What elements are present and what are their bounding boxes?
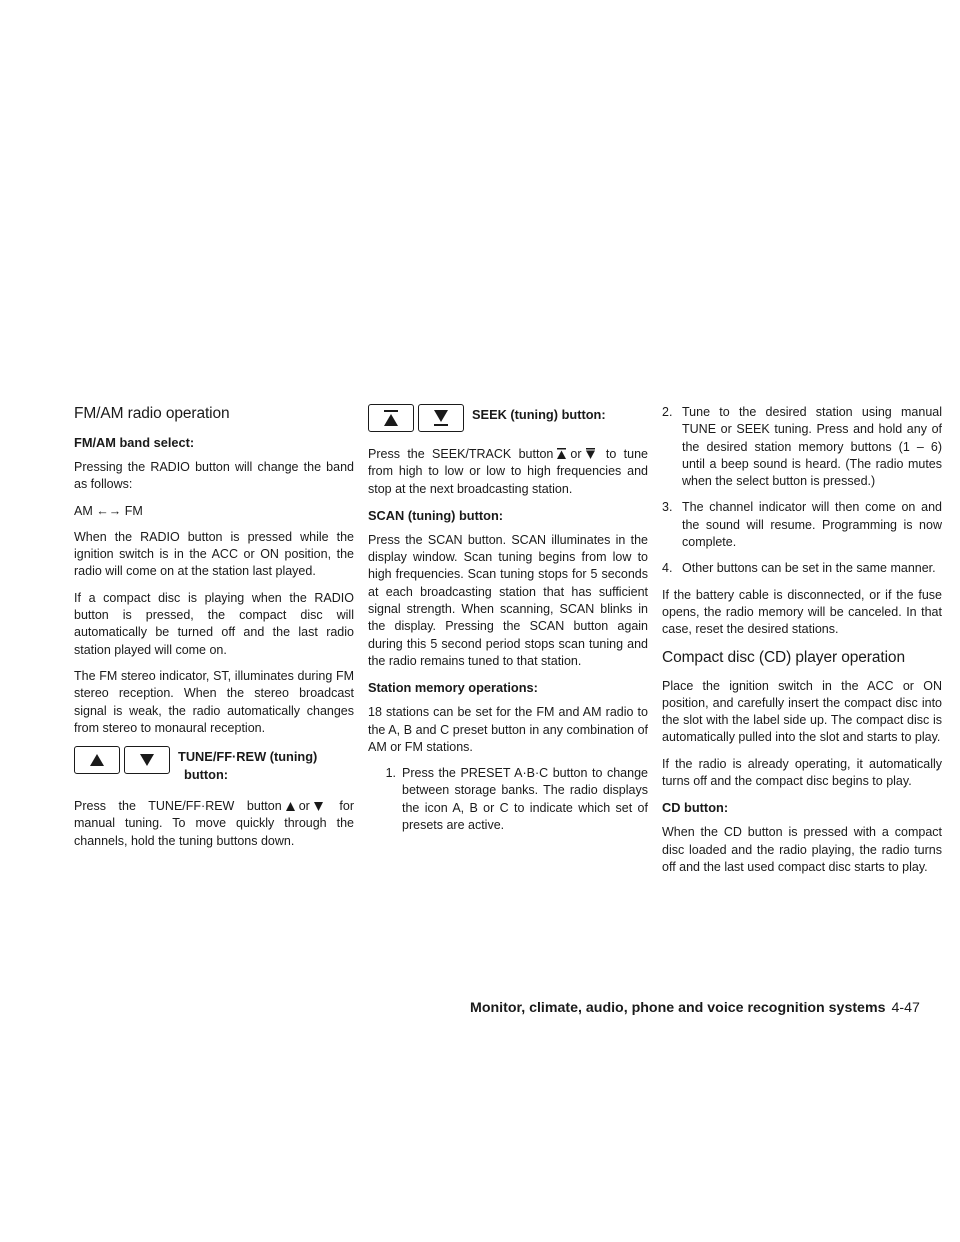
step-text: The channel indicator will then come on and the sound will resume. Programming is now complete.	[682, 500, 942, 550]
memory-heading: Station memory operations:	[368, 680, 538, 696]
seek-down-icon	[586, 448, 595, 459]
cd-button-text: When the CD button is pressed with a compact disc loaded and the radio playing, the radio turns off and the last used compact disc starts to play.	[662, 825, 942, 874]
tune-button-text	[74, 798, 354, 850]
stereo-indicator-text: The FM stereo indicator, ST, illuminates during FM stereo reception. When the stereo broadcast signal is weak, the radio automatically changes from stereo to monaural reception.	[74, 668, 354, 735]
memory-step-3	[662, 499, 942, 551]
step-text: Press the PRESET A·B·C button to change between storage banks. The radio displays the icon A, B or C to indicate which set of presets are active.	[402, 766, 648, 833]
seek-keys	[368, 404, 464, 432]
tune-or: or	[298, 799, 310, 814]
scan-text: Press the SCAN button. SCAN illuminates in the display window. Scan tuning begins from low to high frequencies. Scan tuning stops for 5 seconds at each broadcasting station that has sufficient signal strength. When scanning, SCAN blinks in the display. Pressing the SCAN button again during this 5 second period stops scan tuning and the radio remains tuned to that station.	[368, 532, 648, 668]
band-select-heading: FM/AM band select:	[74, 435, 195, 450]
memory-text: 18 stations can be set for the FM and AM radio to the A, B and C preset button in any combination of AM or FM stations.	[368, 705, 648, 754]
step-number: 4.	[662, 561, 673, 576]
page-number: 4-47	[891, 1000, 920, 1016]
tune-label-line2: button:	[184, 767, 229, 783]
seek-or: or	[570, 447, 582, 461]
triangle-down-icon	[314, 802, 323, 811]
tune-up-key	[74, 746, 120, 774]
column-1	[74, 404, 354, 859]
seek-button-label: SEEK (tuning) button:	[472, 407, 606, 422]
scan-heading: SCAN (tuning) button:	[368, 507, 504, 523]
seek-down-key	[418, 404, 464, 432]
am-fm-sequence: AM ←→ FM	[74, 503, 143, 518]
memory-step-1	[368, 765, 648, 834]
memory-step-2	[662, 404, 942, 490]
step-number: 2.	[662, 405, 673, 419]
tune-keys	[74, 746, 170, 774]
seek-up-icon	[383, 409, 399, 427]
battery-text: If the battery cable is disconnected, or if the fuse opens, the radio memory will be canceled. In that case, reset the desired stations.	[662, 587, 942, 637]
page-footer	[470, 1000, 920, 1016]
section-heading-fm-am: FM/AM radio operation	[74, 405, 230, 422]
memory-step-4	[662, 560, 942, 577]
seek-up-key	[368, 404, 414, 432]
tune-text-a: Press the TUNE/FF·REW button	[74, 799, 282, 814]
step-number: 3.	[662, 500, 673, 515]
tune-button-label	[178, 746, 317, 784]
seek-down-icon	[433, 409, 449, 427]
step-text: Other buttons can be set in the same manner.	[682, 561, 936, 576]
tune-down-key	[124, 746, 170, 774]
tune-button-row	[74, 746, 354, 784]
seek-text-a: Press the SEEK/TRACK button	[368, 447, 554, 461]
triangle-down-icon	[139, 753, 155, 767]
footer-section-title: Monitor, climate, audio, phone and voice recognition systems	[470, 1000, 886, 1016]
compact-disc-text: If a compact disc is playing when the RADIO button is pressed, the compact disc will automatically be turned off and the last radio station played will come on.	[74, 590, 354, 657]
band-select-text: Pressing the RADIO button will change the band as follows:	[74, 460, 354, 492]
seek-button-text	[368, 446, 648, 498]
triangle-up-icon	[286, 802, 295, 811]
seek-up-icon	[557, 448, 566, 459]
column-3	[662, 404, 942, 885]
section-heading-cd: Compact disc (CD) player operation	[662, 648, 905, 666]
column-2	[368, 404, 648, 843]
seek-text-b: to tune from high to low or low to high frequencies and stop at the next broadcasting station.	[368, 447, 648, 496]
tune-text-b: for manual tuning. To move quickly through the channels, hold the tuning buttons down.	[74, 799, 354, 848]
triangle-up-icon	[89, 753, 105, 767]
tune-label-line1: TUNE/FF·REW (tuning)	[178, 749, 318, 765]
cd-radio-text: If the radio is already operating, it automatically turns off and the compact disc begins to play.	[662, 756, 942, 789]
cd-button-heading: CD button:	[662, 800, 729, 816]
radio-button-text: When the RADIO button is pressed while the ignition switch is in the ACC or ON position, the radio will come on at the station last played.	[74, 529, 354, 579]
cd-insert-text: Place the ignition switch in the ACC or ON position, and carefully insert the compact disc into the slot with the label side up. The compact disc is automatically pulled into the slot and starts to play.	[662, 678, 942, 745]
seek-button-row	[368, 404, 648, 432]
step-number: 1.	[385, 766, 396, 781]
step-text: Tune to the desired station using manual TUNE or SEEK tuning. Press and hold any of the desired station memory buttons (1 – 6) until a beep sound is heard. (The radio mutes when the select button is pressed.)	[682, 405, 942, 489]
